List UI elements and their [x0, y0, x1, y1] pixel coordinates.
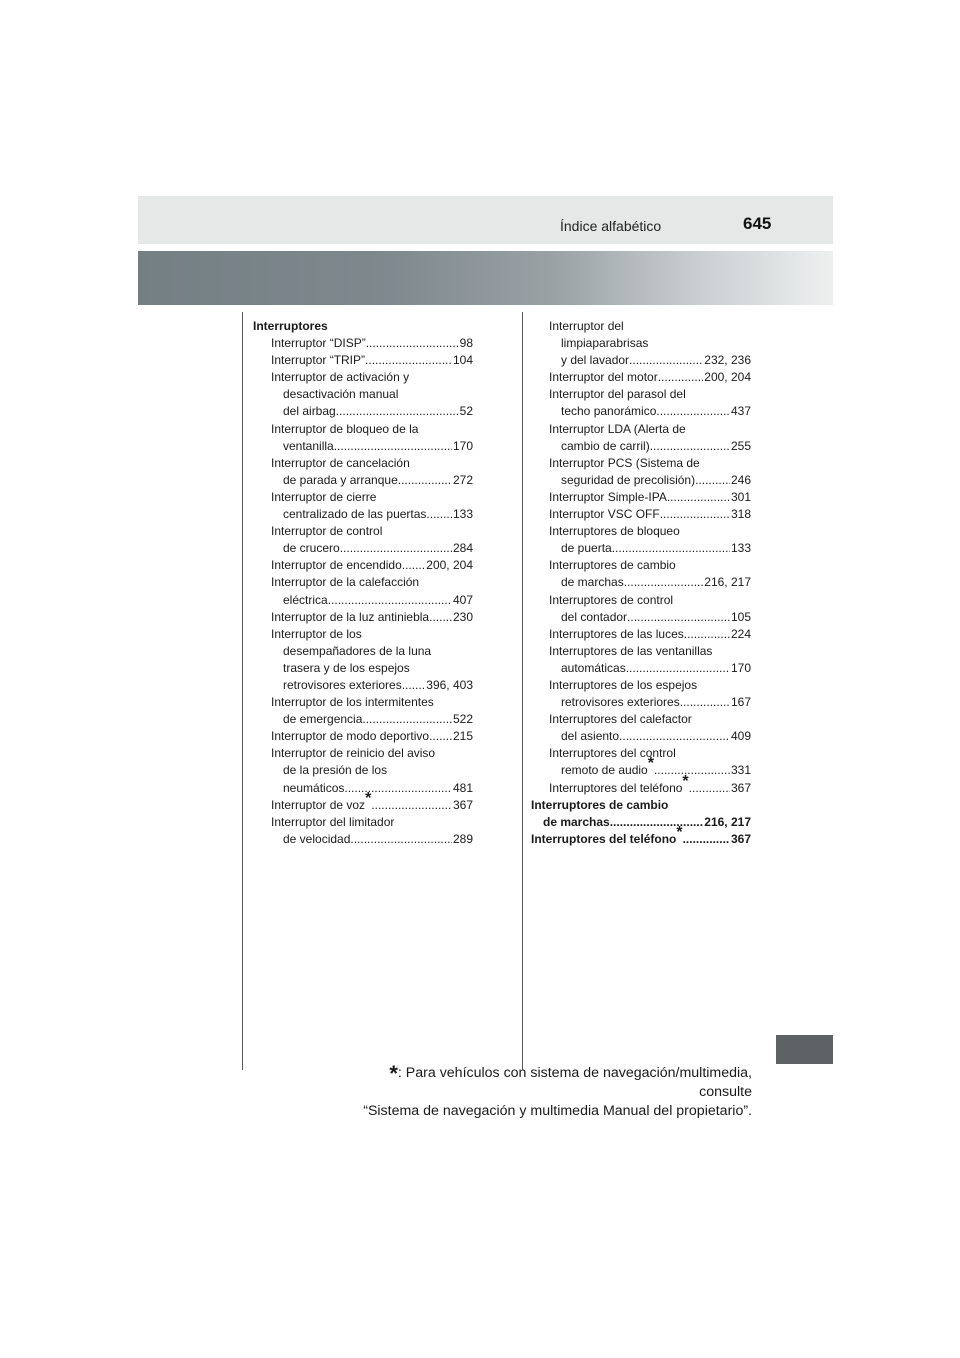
index-entry: de la presión de los — [283, 763, 388, 778]
index-entry: desactivación manual — [283, 387, 399, 402]
page-reference: 200, 204 — [426, 558, 473, 573]
dot-leader — [365, 352, 452, 369]
index-entry — [253, 711, 473, 728]
page-reference: 367 — [730, 831, 751, 846]
entry-text — [271, 352, 365, 369]
entry-text — [283, 472, 398, 489]
index-entry: Interruptor PCS (Sistema de — [549, 455, 700, 470]
index-entry — [253, 789, 473, 814]
entry-text — [283, 592, 328, 609]
section-title: Índice alfabético — [560, 218, 662, 234]
dot-leader — [624, 574, 704, 591]
index-entry: Interruptor del parasol del — [549, 387, 686, 402]
entry-text — [561, 472, 695, 489]
index-entry: Interruptores de cambio — [549, 558, 676, 573]
dot-leader — [627, 609, 730, 626]
dot-leader — [626, 660, 730, 677]
entry-label: retrovisores exteriores — [283, 677, 402, 692]
entry-label: Interruptor de voz — [271, 797, 366, 812]
page-number: 645 — [743, 214, 772, 233]
chapter-tab — [776, 1035, 833, 1064]
entry-label: ventanilla — [283, 438, 334, 453]
entry-text — [271, 789, 372, 814]
asterisk-marker: * — [647, 755, 654, 773]
page-reference: 255 — [730, 438, 751, 453]
footnote-line-1: : Para vehículos con sistema de navegación/multimedia, consulte — [397, 1065, 752, 1100]
dot-leader — [683, 831, 730, 848]
dot-leader — [426, 506, 452, 523]
index-entry — [253, 831, 473, 848]
index-entry — [531, 626, 751, 643]
page-reference: 367 — [730, 780, 751, 795]
index-entry: Interruptor de los intermitentes — [271, 695, 434, 710]
entry-label: Interruptor VSC OFF — [549, 507, 660, 522]
header-band — [138, 196, 833, 244]
dot-leader — [629, 352, 703, 369]
entry-label: Interruptor Simple-IPA — [549, 489, 667, 504]
page-reference: 318 — [730, 507, 751, 522]
index-entry — [531, 489, 751, 506]
page-reference: 170 — [730, 660, 751, 675]
asterisk-marker: * — [676, 823, 683, 841]
entry-text — [283, 780, 344, 797]
entry-label: seguridad de precolisión) — [561, 472, 696, 487]
index-entry — [531, 352, 751, 369]
entry-text — [283, 438, 334, 455]
dot-leader — [429, 609, 452, 626]
index-entry: Interruptores de cambio — [531, 797, 669, 812]
page-reference: 407 — [452, 592, 473, 607]
page-reference: 52 — [459, 404, 473, 419]
asterisk-marker: * — [365, 789, 372, 807]
page-reference: 216, 217 — [704, 814, 751, 829]
index-column-right — [531, 318, 751, 848]
index-entry: Interruptor de los — [271, 626, 362, 641]
entry-text — [549, 369, 658, 386]
index-entry — [253, 677, 473, 694]
entry-label: remoto de audio — [561, 763, 648, 778]
center-column-rule — [522, 312, 523, 1070]
page-reference: 133 — [730, 541, 751, 556]
index-entry — [253, 592, 473, 609]
entry-label: retrovisores exteriores — [561, 695, 680, 710]
entry-label: Interruptores del teléfono — [549, 780, 683, 795]
entry-text — [561, 438, 650, 455]
index-entry: Interruptor de la calefacción — [271, 575, 420, 590]
dot-leader — [654, 762, 730, 779]
dot-leader — [695, 472, 730, 489]
dot-leader — [680, 694, 730, 711]
index-entry: Interruptores — [253, 319, 328, 333]
page-reference: 522 — [452, 712, 473, 727]
entry-label: del asiento — [561, 729, 620, 744]
dot-leader — [656, 403, 730, 420]
dot-leader — [334, 438, 452, 455]
entry-label: Interruptores de las luces — [549, 626, 684, 641]
entry-text — [283, 506, 426, 523]
index-entry: Interruptor de bloqueo de la — [271, 421, 419, 436]
index-entry: desempañadores de la luna — [283, 643, 432, 658]
entry-text — [271, 609, 429, 626]
index-entry — [531, 814, 751, 831]
entry-text — [271, 557, 402, 574]
page-reference: 104 — [452, 353, 473, 368]
index-entry — [253, 506, 473, 523]
index-entry: Interruptores del calefactor — [549, 712, 692, 727]
index-entry: trasera y de los espejos — [283, 660, 410, 675]
index-entry — [531, 540, 751, 557]
dot-leader — [371, 797, 452, 814]
entry-label: y del lavador — [561, 353, 630, 368]
entry-label: del contador — [561, 609, 628, 624]
page-reference: 272 — [452, 472, 473, 487]
page-reference: 437 — [730, 404, 751, 419]
entry-text — [549, 506, 660, 523]
index-entry — [531, 772, 751, 797]
page-reference: 232, 236 — [704, 353, 751, 368]
index-entry: Interruptores de los espejos — [549, 677, 698, 692]
entry-text — [561, 540, 612, 557]
entry-label: neumáticos — [283, 780, 345, 795]
entry-text — [283, 677, 402, 694]
index-entry: Interruptores de bloqueo — [549, 524, 680, 539]
index-entry — [253, 403, 473, 420]
page-reference: 409 — [730, 729, 751, 744]
index-entry — [253, 609, 473, 626]
entry-text — [543, 814, 610, 831]
entry-label: centralizado de las puertas — [283, 507, 427, 522]
index-entry: Interruptores de control — [549, 592, 674, 607]
entry-text — [283, 831, 350, 848]
dot-leader — [340, 540, 452, 557]
index-entry — [253, 540, 473, 557]
dot-leader — [610, 814, 704, 831]
index-entry: Interruptor del limitador — [271, 814, 395, 829]
page-reference: 105 — [730, 609, 751, 624]
entry-text — [271, 335, 366, 352]
index-entry: Interruptores de las ventanillas — [549, 643, 713, 658]
index-entry — [531, 728, 751, 745]
entry-label: de marchas — [543, 814, 610, 829]
index-entry — [253, 728, 473, 745]
page-reference: 200, 204 — [704, 370, 751, 385]
dot-leader — [398, 472, 452, 489]
page-reference: 246 — [730, 472, 751, 487]
entry-label: Interruptor de modo deportivo — [271, 729, 430, 744]
index-entry — [253, 438, 473, 455]
dot-leader — [658, 369, 704, 386]
entry-label: de emergencia — [283, 712, 363, 727]
entry-text — [561, 755, 654, 779]
page-reference: 98 — [459, 336, 473, 351]
index-entry — [253, 780, 473, 797]
left-column-rule — [242, 312, 243, 1070]
entry-label: Interruptor “TRIP” — [271, 353, 366, 368]
index-entry — [253, 352, 473, 369]
entry-label: de crucero — [283, 541, 340, 556]
footnote-line-2: “Sistema de navegación y multimedia Manual del propietario”. — [363, 1103, 752, 1119]
entry-label: cambio de carril) — [561, 438, 650, 453]
entry-label: de velocidad — [283, 831, 351, 846]
entry-label: Interruptor de encendido — [271, 558, 402, 573]
index-entry: Interruptores del control — [549, 746, 676, 761]
entry-text — [561, 728, 619, 745]
entry-text — [561, 694, 680, 711]
page-reference: 367 — [452, 797, 473, 812]
entry-text — [531, 823, 683, 848]
entry-label: del airbag — [283, 404, 336, 419]
footnote-marker: * — [389, 1061, 398, 1086]
dot-leader — [402, 677, 426, 694]
entry-text — [283, 403, 336, 420]
footnote — [340, 1061, 752, 1121]
index-entry — [531, 755, 751, 779]
dot-leader — [344, 780, 452, 797]
page-reference: 284 — [452, 541, 473, 556]
dot-leader — [402, 557, 426, 574]
index-entry: Interruptor de reinicio del aviso — [271, 746, 436, 761]
page-reference: 289 — [452, 831, 473, 846]
index-entry — [531, 609, 751, 626]
entry-label: Interruptor “DISP” — [271, 336, 366, 351]
index-entry — [531, 660, 751, 677]
index-entry: limpiaparabrisas — [561, 336, 649, 351]
index-entry — [253, 557, 473, 574]
index-entry — [531, 438, 751, 455]
entry-text — [283, 540, 340, 557]
dot-leader — [612, 540, 730, 557]
dot-leader — [336, 403, 459, 420]
index-entry — [531, 369, 751, 386]
dot-leader — [429, 728, 452, 745]
page-reference: 396, 403 — [426, 677, 473, 692]
entry-label: de parada y arranque — [283, 472, 398, 487]
index-entry — [531, 506, 751, 523]
page-reference: 170 — [452, 438, 473, 453]
index-entry: Interruptor de activación y — [271, 370, 410, 385]
page-reference: 215 — [452, 729, 473, 744]
page-reference: 301 — [730, 489, 751, 504]
index-entry — [253, 335, 473, 352]
index-entry — [531, 574, 751, 591]
dot-leader — [684, 626, 730, 643]
entry-label: Interruptor del motor — [549, 370, 658, 385]
index-column-left — [253, 318, 473, 848]
page-reference: 216, 217 — [704, 575, 751, 590]
entry-label: automáticas — [561, 660, 626, 675]
entry-text — [549, 489, 667, 506]
dot-leader — [350, 831, 452, 848]
entry-text — [561, 574, 624, 591]
dot-leader — [366, 335, 459, 352]
entry-text — [271, 728, 429, 745]
index-entry: Interruptor de cierre — [271, 489, 377, 504]
index-entry — [531, 403, 751, 420]
entry-label: Interruptor de la luz antiniebla — [271, 609, 430, 624]
page-reference: 481 — [452, 780, 473, 795]
dot-leader — [660, 506, 730, 523]
dot-leader — [689, 780, 730, 797]
page-reference: 224 — [730, 626, 751, 641]
page-reference: 331 — [730, 763, 751, 778]
entry-text — [561, 403, 656, 420]
index-entry: Interruptor del — [549, 319, 624, 333]
entry-label: de puerta — [561, 541, 612, 556]
index-entry: Interruptor de cancelación — [271, 455, 410, 470]
index-entry — [531, 694, 751, 711]
page-reference: 167 — [730, 695, 751, 710]
entry-label: techo panorámico — [561, 404, 657, 419]
entry-text — [549, 772, 689, 797]
entry-text — [561, 660, 626, 677]
entry-text — [561, 352, 629, 369]
entry-text — [283, 711, 362, 728]
index-entry — [253, 472, 473, 489]
asterisk-marker: * — [682, 772, 689, 790]
index-entry — [531, 823, 751, 848]
page-reference: 133 — [452, 507, 473, 522]
entry-text — [561, 609, 627, 626]
entry-text — [549, 626, 684, 643]
dot-leader — [328, 592, 452, 609]
dot-leader — [650, 438, 730, 455]
index-entry — [531, 472, 751, 489]
page-reference: 230 — [452, 609, 473, 624]
index-entry: Interruptor LDA (Alerta de — [549, 421, 686, 436]
decorative-gradient-bar — [138, 251, 833, 305]
dot-leader — [667, 489, 730, 506]
entry-label: eléctrica — [283, 592, 328, 607]
dot-leader — [362, 711, 452, 728]
entry-label: de marchas — [561, 575, 624, 590]
dot-leader — [619, 728, 730, 745]
index-entry: Interruptor de control — [271, 524, 383, 539]
entry-label: Interruptores del teléfono — [531, 831, 677, 846]
